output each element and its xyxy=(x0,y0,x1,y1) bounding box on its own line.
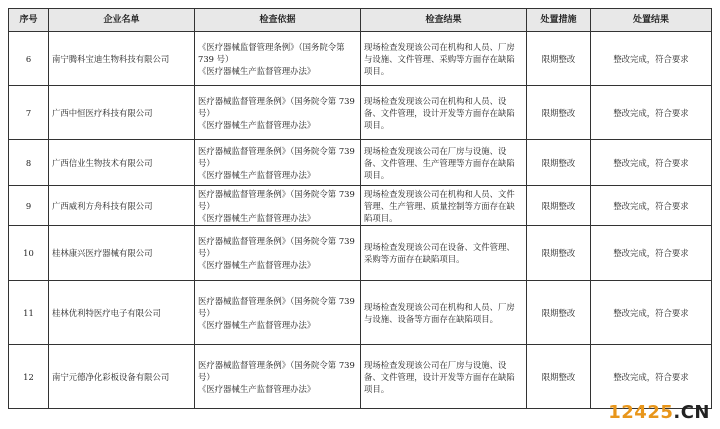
basis-measures: 《医疗器械生产监督管理办法》 xyxy=(198,65,316,76)
table-row xyxy=(9,140,712,186)
table-row xyxy=(9,32,712,86)
header-result: 处置结果 xyxy=(591,9,712,32)
basis-regulation: 医疗器械监督管理条例》（国务院令第 739 号） xyxy=(198,295,355,318)
basis-cell xyxy=(195,345,361,409)
row-number: 8 xyxy=(9,140,49,186)
company-name: 桂林优利特医疗电子有限公司 xyxy=(49,281,195,345)
basis-measures: 《医疗器械生产监督管理办法》 xyxy=(198,383,316,394)
header-measure: 处置措施 xyxy=(527,9,591,32)
result-text: 整改完成，符合要求 xyxy=(591,226,712,281)
measure-text: 限期整改 xyxy=(527,345,591,409)
measure-text: 限期整改 xyxy=(527,226,591,281)
header-company: 企业名单 xyxy=(49,9,195,32)
basis-regulation: 医疗器械监督管理条例》（国务院令第 739 号） xyxy=(198,236,355,258)
header-no: 序号 xyxy=(9,9,49,32)
table-row xyxy=(9,281,712,345)
site-watermark xyxy=(608,402,710,423)
result-text: 整改完成，符合要求 xyxy=(591,345,712,409)
table-row xyxy=(9,86,712,140)
basis-measures: 《医疗器械生产监督管理办法》 xyxy=(198,169,316,180)
finding-text: 现场检查发现该公司在厂房与设施、设备、文件管理、生产管理等方面存在缺陷项目。 xyxy=(361,140,527,186)
row-number: 11 xyxy=(9,281,49,345)
basis-measures: 《医疗器械生产监督管理办法》 xyxy=(198,260,316,270)
company-name: 广西威利方舟科技有限公司 xyxy=(49,186,195,226)
company-name: 南宁元德净化彩板设备有限公司 xyxy=(49,345,195,409)
table-row xyxy=(9,345,712,409)
header-basis: 检查依据 xyxy=(195,9,361,32)
row-number: 12 xyxy=(9,345,49,409)
row-number: 9 xyxy=(9,186,49,226)
finding-text: 现场检查发现该公司在机构和人员、厂房与设施、设备等方面存在缺陷项目。 xyxy=(361,281,527,345)
finding-text: 现场检查发现该公司在厂房与设施、设备、文件管理，设计开发等方面存在缺陷项目。 xyxy=(361,345,527,409)
watermark-digits: 12425 xyxy=(608,402,674,423)
table-row xyxy=(9,186,712,226)
row-number: 10 xyxy=(9,226,49,281)
basis-measures: 《医疗器械生产监督管理办法》 xyxy=(198,212,316,223)
watermark-tld: .CN xyxy=(673,402,710,423)
result-text: 整改完成，符合要求 xyxy=(591,281,712,345)
basis-cell xyxy=(195,140,361,186)
table-row xyxy=(9,226,712,281)
measure-text: 限期整改 xyxy=(527,86,591,140)
result-text: 整改完成，符合要求 xyxy=(591,86,712,140)
basis-measures: 《医疗器械生产监督管理办法》 xyxy=(198,319,316,330)
table-header-row xyxy=(9,9,712,32)
basis-measures: 《医疗器械生产监督管理办法》 xyxy=(198,119,316,130)
company-name: 广西信业生物技术有限公司 xyxy=(49,140,195,186)
row-number: 6 xyxy=(9,32,49,86)
basis-cell xyxy=(195,281,361,345)
finding-text: 现场检查发现该公司在设备、文件管理、采购等方面存在缺陷项目。 xyxy=(361,226,527,281)
company-name: 南宁腾科宝迪生物科技有限公司 xyxy=(49,32,195,86)
basis-regulation: 《医疗器械监督管理条例》（国务院令第 739 号） xyxy=(198,41,345,64)
measure-text: 限期整改 xyxy=(527,281,591,345)
measure-text: 限期整改 xyxy=(527,186,591,226)
measure-text: 限期整改 xyxy=(527,32,591,86)
finding-text: 现场检查发现该公司在机构和人员、文件管理、生产管理、质量控制等方面存在缺陷项目。 xyxy=(361,186,527,226)
basis-regulation: 医疗器械监督管理条例》（国务院令第 739 号） xyxy=(198,359,355,382)
inspection-table xyxy=(8,8,712,409)
company-name: 桂林康兴医疗器械有限公司 xyxy=(49,226,195,281)
result-text: 整改完成，符合要求 xyxy=(591,140,712,186)
result-text: 整改完成，符合要求 xyxy=(591,186,712,226)
finding-text: 现场检查发现该公司在机构和人员、厂房与设施、文件管理、采购等方面存在缺陷项目。 xyxy=(361,32,527,86)
basis-cell xyxy=(195,186,361,226)
basis-cell xyxy=(195,226,361,281)
basis-cell xyxy=(195,86,361,140)
basis-regulation: 医疗器械监督管理条例》（国务院令第 739 号） xyxy=(198,145,355,168)
measure-text: 限期整改 xyxy=(527,140,591,186)
result-text: 整改完成，符合要求 xyxy=(591,32,712,86)
row-number: 7 xyxy=(9,86,49,140)
basis-cell xyxy=(195,32,361,86)
basis-regulation: 医疗器械监督管理条例》（国务院令第 739 号） xyxy=(198,188,355,211)
header-finding: 检查结果 xyxy=(361,9,527,32)
basis-regulation: 医疗器械监督管理条例》（国务院令第 739 号） xyxy=(198,95,355,118)
company-name: 广西中恒医疗科技有限公司 xyxy=(49,86,195,140)
finding-text: 现场检查发现该公司在机构和人员、设备、文件管理，设计开发等方面存在缺陷项目。 xyxy=(361,86,527,140)
